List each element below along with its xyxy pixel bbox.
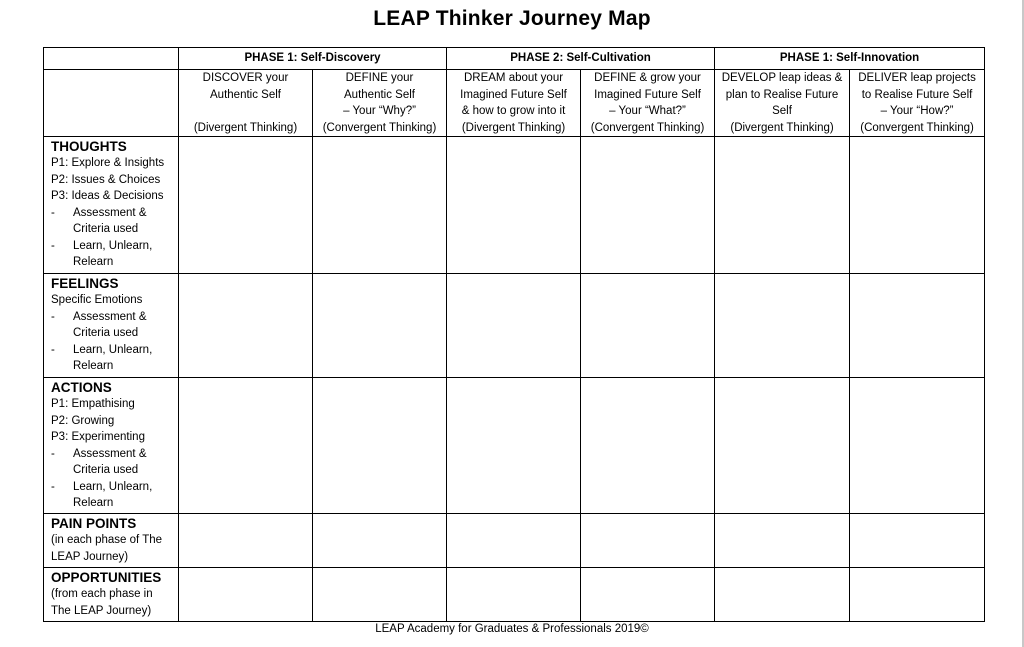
bullet-line: Assessment & bbox=[73, 310, 147, 323]
subheader-line: – Your “What?” bbox=[609, 105, 686, 117]
bullet-text bbox=[73, 446, 147, 479]
subheader-line: – Your “Why?” bbox=[343, 105, 416, 117]
bullet-line: Criteria used bbox=[73, 223, 139, 235]
row-title: THOUGHTS bbox=[51, 139, 127, 154]
blank-entry-cell[interactable] bbox=[313, 514, 447, 568]
bullet-line: Learn, Unlearn, bbox=[73, 480, 153, 493]
journey-row bbox=[44, 137, 985, 274]
blank-entry-cell[interactable] bbox=[447, 137, 581, 274]
blank-entry-cell[interactable] bbox=[447, 378, 581, 514]
thinking-mode-label: (Divergent Thinking) bbox=[193, 121, 298, 134]
row-detail-line: (from each phase in bbox=[51, 588, 153, 600]
subheader-line: Imagined Future Self bbox=[594, 88, 701, 101]
subheader-line: & how to grow into it bbox=[461, 105, 566, 117]
subheader-line: Imagined Future Self bbox=[460, 88, 567, 101]
row-detail-line: P1: Empathising bbox=[51, 398, 135, 410]
row-detail-line: (in each phase of The bbox=[51, 534, 163, 546]
subheader-cell bbox=[447, 70, 581, 137]
bullet-item bbox=[51, 205, 178, 238]
bullet-text bbox=[73, 309, 147, 342]
subheader-line: Self bbox=[772, 105, 792, 117]
subheader-cell bbox=[850, 70, 985, 137]
blank-entry-cell[interactable] bbox=[313, 568, 447, 622]
blank-entry-cell[interactable] bbox=[715, 274, 850, 378]
blank-entry-cell[interactable] bbox=[715, 568, 850, 622]
subheader-line: DEFINE & grow your bbox=[594, 72, 701, 84]
subheader-cell bbox=[715, 70, 850, 137]
blank-entry-cell[interactable] bbox=[581, 568, 715, 622]
bullet-item bbox=[51, 309, 178, 342]
bullet-line: Assessment & bbox=[73, 447, 147, 460]
subheader-line: DEFINE your bbox=[345, 72, 414, 84]
thinking-mode-label: (Divergent Thinking) bbox=[730, 121, 834, 134]
row-header-cell bbox=[44, 378, 179, 514]
row-title: OPPORTUNITIES bbox=[51, 570, 162, 585]
blank-entry-cell[interactable] bbox=[581, 378, 715, 514]
subheader-line: Authentic Self bbox=[344, 88, 415, 101]
blank-entry-cell[interactable] bbox=[581, 514, 715, 568]
row-title: ACTIONS bbox=[51, 380, 112, 395]
bullet-line: Relearn bbox=[73, 256, 114, 268]
row-detail-line: Specific Emotions bbox=[51, 294, 143, 306]
journey-map-table bbox=[43, 47, 985, 622]
bullet-text bbox=[73, 238, 152, 271]
subheader-cell bbox=[581, 70, 715, 137]
row-header-cell bbox=[44, 514, 179, 568]
blank-entry-cell[interactable] bbox=[715, 137, 850, 274]
subheader-line: to Realise Future Self bbox=[861, 88, 973, 101]
bullet-text bbox=[73, 205, 147, 238]
row-title: PAIN POINTS bbox=[51, 516, 137, 531]
blank-entry-cell[interactable] bbox=[179, 274, 313, 378]
subheader-line: Authentic Self bbox=[210, 88, 281, 101]
blank-entry-cell[interactable] bbox=[715, 514, 850, 568]
bullet-item bbox=[51, 479, 178, 512]
row-header-cell bbox=[44, 568, 179, 622]
bullet-line: Relearn bbox=[73, 360, 114, 372]
bullet-item bbox=[51, 238, 178, 271]
phase-3-header: PHASE 1: Self-Innovation bbox=[715, 48, 985, 70]
blank-entry-cell[interactable] bbox=[850, 137, 985, 274]
bullet-dash: - bbox=[51, 447, 55, 460]
blank-entry-cell[interactable] bbox=[850, 568, 985, 622]
bullet-dash: - bbox=[51, 480, 55, 493]
bullet-dash: - bbox=[51, 206, 55, 219]
blank-entry-cell[interactable] bbox=[850, 514, 985, 568]
subheader-line: DISCOVER your bbox=[202, 72, 289, 84]
blank-entry-cell[interactable] bbox=[179, 568, 313, 622]
blank-entry-cell[interactable] bbox=[179, 378, 313, 514]
bullet-line: Criteria used bbox=[73, 327, 139, 339]
bullet-dash: - bbox=[51, 239, 55, 252]
row-header-cell bbox=[44, 137, 179, 274]
subheader-line: DEVELOP leap ideas & bbox=[721, 72, 843, 84]
bullet-line: Relearn bbox=[73, 497, 114, 509]
row-detail-line: The LEAP Journey) bbox=[51, 604, 152, 617]
journey-row bbox=[44, 378, 985, 514]
subheader-line: – Your “How?” bbox=[880, 105, 954, 117]
corner-cell-2 bbox=[44, 70, 179, 137]
subheader-row bbox=[44, 70, 985, 137]
bullet-item bbox=[51, 342, 178, 375]
blank-entry-cell[interactable] bbox=[447, 514, 581, 568]
phase-1-header: PHASE 1: Self-Discovery bbox=[179, 48, 447, 70]
row-detail-line: P1: Explore & Insights bbox=[51, 157, 165, 169]
phase-2-header: PHASE 2: Self-Cultivation bbox=[447, 48, 715, 70]
bullet-dash: - bbox=[51, 310, 55, 323]
subheader-line: plan to Realise Future bbox=[725, 88, 839, 101]
subheader-line: DREAM about your bbox=[463, 72, 564, 84]
thinking-mode-label: (Divergent Thinking) bbox=[461, 121, 566, 134]
bullet-line: Learn, Unlearn, bbox=[73, 343, 153, 356]
footer-text: LEAP Academy for Graduates & Professionals 2019© bbox=[375, 623, 649, 635]
blank-entry-cell[interactable] bbox=[447, 274, 581, 378]
row-detail-line: LEAP Journey) bbox=[51, 550, 129, 563]
blank-entry-cell[interactable] bbox=[313, 378, 447, 514]
bullet-text bbox=[73, 342, 152, 375]
bullet-line: Learn, Unlearn, bbox=[73, 239, 153, 252]
blank-entry-cell[interactable] bbox=[850, 274, 985, 378]
thinking-mode-label: (Convergent Thinking) bbox=[590, 121, 705, 134]
document-title: LEAP Thinker Journey Map bbox=[373, 7, 651, 30]
journey-row bbox=[44, 568, 985, 622]
subheader-line: DELIVER leap projects bbox=[858, 72, 976, 84]
phase-header-row bbox=[44, 48, 985, 70]
blank-entry-cell[interactable] bbox=[581, 274, 715, 378]
corner-cell bbox=[44, 48, 179, 70]
bullet-dash: - bbox=[51, 343, 55, 356]
blank-entry-cell[interactable] bbox=[850, 378, 985, 514]
bullet-line: Assessment & bbox=[73, 206, 147, 219]
subheader-line bbox=[180, 103, 311, 120]
journey-row bbox=[44, 274, 985, 378]
blank-entry-cell[interactable] bbox=[313, 274, 447, 378]
row-title: FEELINGS bbox=[51, 276, 119, 291]
row-header-cell bbox=[44, 274, 179, 378]
journey-row bbox=[44, 514, 985, 568]
blank-entry-cell[interactable] bbox=[179, 514, 313, 568]
thinking-mode-label: (Convergent Thinking) bbox=[322, 121, 437, 134]
row-detail-line: P2: Growing bbox=[51, 414, 115, 427]
blank-entry-cell[interactable] bbox=[715, 378, 850, 514]
blank-entry-cell[interactable] bbox=[581, 137, 715, 274]
row-detail-line: P3: Ideas & Decisions bbox=[51, 190, 164, 202]
bullet-text bbox=[73, 479, 152, 512]
row-detail-line: P3: Experimenting bbox=[51, 431, 145, 443]
blank-entry-cell[interactable] bbox=[447, 568, 581, 622]
subheader-cell bbox=[179, 70, 313, 137]
row-detail-line: P2: Issues & Choices bbox=[51, 173, 161, 186]
subheader-cell bbox=[313, 70, 447, 137]
blank-entry-cell[interactable] bbox=[313, 137, 447, 274]
bullet-item bbox=[51, 446, 178, 479]
bullet-line: Criteria used bbox=[73, 464, 139, 476]
thinking-mode-label: (Convergent Thinking) bbox=[860, 121, 974, 134]
blank-entry-cell[interactable] bbox=[179, 137, 313, 274]
